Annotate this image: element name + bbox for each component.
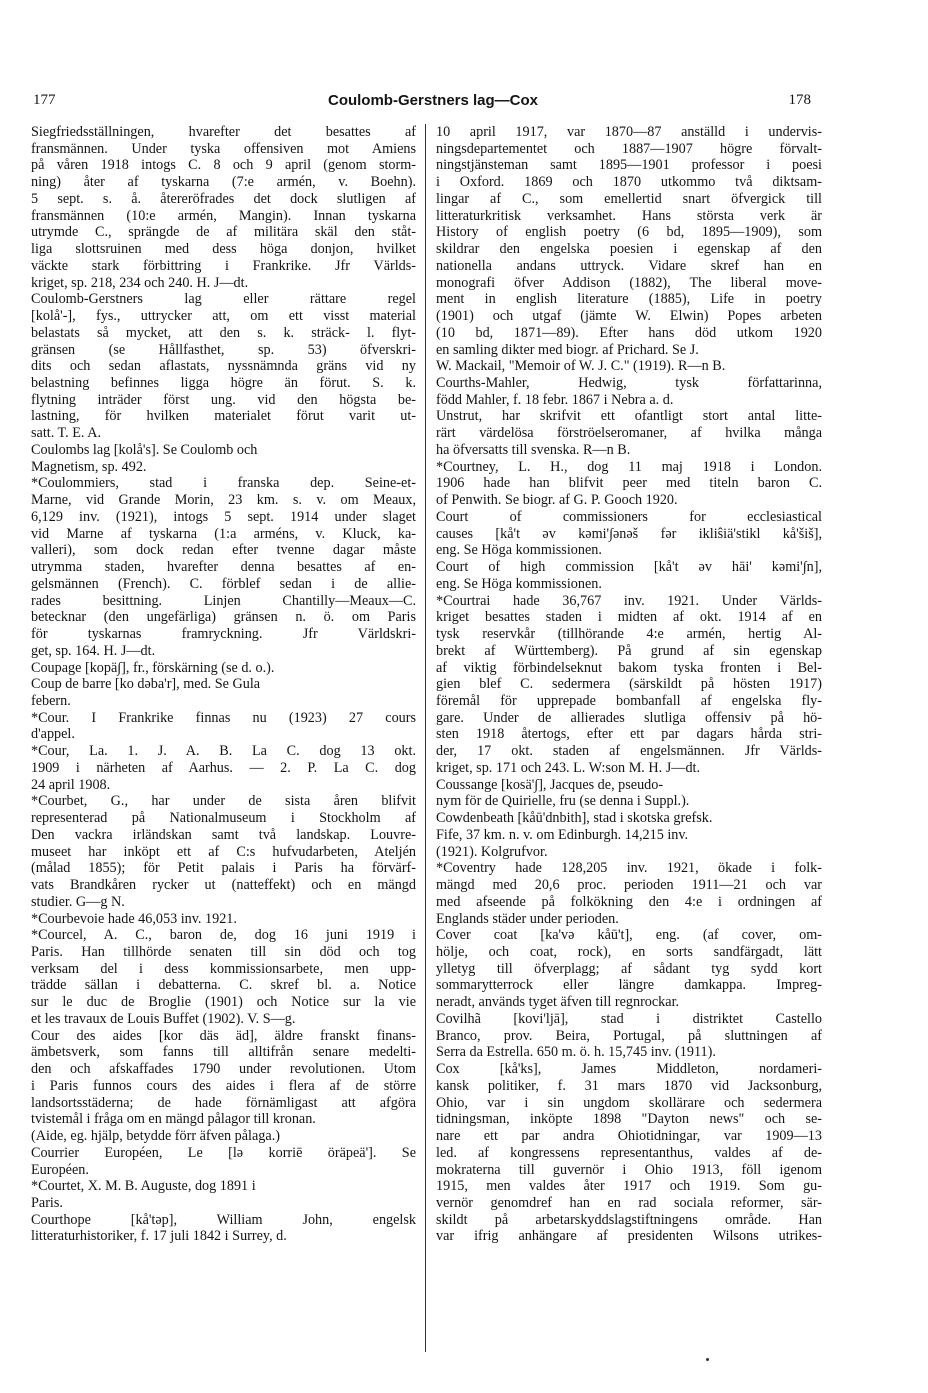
text-line: verksam del i dess kommissionsarbete, men upp- xyxy=(31,960,416,977)
text-line: Unstrut, har skrifvit ett ofantligt stort antal litte- xyxy=(436,408,822,425)
text-line: af viktig förbindelseknut bakom tyska fronten i Bel- xyxy=(436,659,822,676)
text-line: tidningsman, inköpte 1898 "Dayton news" och se- xyxy=(436,1111,822,1128)
text-line: *Courtney, L. H., dog 11 maj 1918 i London. xyxy=(436,458,822,475)
text-line: W. Mackail, "Memoir of W. J. C." (1919). R—n B. xyxy=(436,358,726,375)
text-line: ningstjänsteman samt 1895—1901 professor i poesi xyxy=(436,157,822,174)
text-line: Ohio, var i sin ungdom skollärare och sedermera xyxy=(436,1094,822,1111)
text-line: kriget, sp. 171 och 243. L. W:son M. H. J—dt. xyxy=(436,759,701,776)
text-line: Court of high commission [kå't əv hāi' kəmi'∫n], xyxy=(436,559,822,576)
text-line: [kolå'-], fys., uttrycker att, om ett visst material xyxy=(31,308,416,325)
left-column xyxy=(31,124,416,1245)
text-line: *Cour, La. 1. J. A. B. La C. dog 13 okt. xyxy=(31,743,416,760)
text-line: Siegfriedsställningen, hvarefter det besattes af xyxy=(31,124,416,140)
text-line: tvistemål i fråga om en mängd pålagor till kronan. xyxy=(31,1111,316,1128)
text-line: (Aide, eg. hjälp, betydde förr äfven pålaga.) xyxy=(31,1128,280,1145)
text-line: den och afskaffades 1790 under revolutionen. Utom xyxy=(31,1061,416,1078)
text-line: Courrier Européen, Le [lə korriē öräpeä']. Se xyxy=(31,1144,416,1161)
text-line: Coulombs lag [kolå's]. Se Coulomb och xyxy=(31,441,258,458)
text-line: Branco, prov. Beira, Portugal, på sluttningen af xyxy=(436,1027,822,1044)
text-line: ämbetsverk, som fanns till alltifrån senare medelti- xyxy=(31,1044,416,1061)
text-line: gien blef C. sedermera (särskildt på hösten 1917) xyxy=(436,676,822,693)
text-line: *Courtrai hade 36,767 inv. 1921. Under Världs- xyxy=(436,592,822,609)
left-page-number: 177 xyxy=(33,92,56,108)
text-line: representerad på Nationalmuseum i Stockholm af xyxy=(31,810,416,827)
text-line: sommarytterrock eller längre damkappa. Impreg- xyxy=(436,977,822,994)
text-line: litteraturhistoriker, f. 17 juli 1842 i Surrey, d. xyxy=(31,1228,287,1245)
text-line: d'appel. xyxy=(31,726,75,743)
text-line: fransmännen (10:e armén, Mangin). Innan tyskarna xyxy=(31,207,416,224)
text-line: dits och sedan aflastats, nyssnämnda gräns vid ny xyxy=(31,358,416,375)
text-line: Cour des aides [kor däs äd], äldre franskt finans- xyxy=(31,1027,416,1044)
text-line: Serra da Estrella. 650 m. ö. h. 15,745 inv. (1911). xyxy=(436,1044,716,1061)
text-line: Européen. xyxy=(31,1161,89,1178)
text-line: lingar af C., som emellertid snart öfvergick till xyxy=(436,190,822,207)
text-line: Cowdenbeath [kåū'dnbith], stad i skotska grefsk. xyxy=(436,810,713,827)
text-line: der, 17 okt. staden af engelsmännen. Jfr Världs- xyxy=(436,743,822,760)
text-line: *Coventry hade 128,205 inv. 1921, ökade i folk- xyxy=(436,860,822,877)
text-line: Paris. xyxy=(31,1195,63,1211)
text-line: 1909 i närheten af Aarhus. — 2. P. La C. dog xyxy=(31,759,416,776)
text-line: 10 april 1917, var 1870—87 anställd i undervis- xyxy=(436,124,822,140)
text-line: liga slottsruinen med dess höga donjon, hvilket xyxy=(31,241,416,258)
text-line: causes [kå't əv kəmi'∫ənəš fər ikliŝiä'stikl kå'šiš], xyxy=(436,525,822,542)
text-line: (målad 1855); för Petit palais i Paris ha förvärf- xyxy=(31,860,416,877)
text-line: eng. Se Höga kommissionen. xyxy=(436,542,602,559)
column-divider xyxy=(425,124,426,1352)
text-line: *Cour. I Frankrike finnas nu (1923) 27 cours xyxy=(31,709,416,726)
text-line: museet har inköpt ett af C:s hufvudarbeten, Ateljén xyxy=(31,843,416,860)
text-line: utrymde C., sprängde de af militära skäl den ståt- xyxy=(31,224,416,241)
text-line: *Coulommiers, stad i franska dep. Seine-et- xyxy=(31,475,416,492)
page-title: Coulomb-Gerstners lag—Cox xyxy=(327,92,539,109)
text-line: vernör genomdref han en rad sociala reformer, sär- xyxy=(436,1195,822,1211)
text-line: Coup de barre [ko dəba'r], med. Se Gula xyxy=(31,676,261,693)
text-line: ment in english literature (1885), Life in poetry xyxy=(436,291,822,308)
text-line: litteraturkritisk verksamhet. Hans största verk är xyxy=(436,207,822,224)
text-line: tysk reservkår (tillhörande 4:e armén, hertig Al- xyxy=(436,626,822,643)
text-line: Coussange [kosä'∫], Jacques de, pseudo- xyxy=(436,776,664,793)
text-line: flytning inträder först ung. vid den högsta be- xyxy=(31,391,416,408)
text-line: Coupage [kopä∫], fr., förskärning (se d. o.). xyxy=(31,659,275,676)
text-line: betecknar (den ungefärliga) gränsen n. ö. om Paris xyxy=(31,609,416,626)
text-line: ningsdepartementet och 1887—1907 högre förvalt- xyxy=(436,140,822,157)
text-line: kriget besattes staden i midten af okt. 1914 af en xyxy=(436,609,822,626)
text-line: Court of commissioners for ecclesiastical xyxy=(436,508,822,525)
text-line: (10 bd, 1871—89). Efter hans död utkom 1920 xyxy=(436,324,822,341)
text-line: ylletyg till öfverplagg; af sådant tyg sydd kort xyxy=(436,960,822,977)
text-line: Courths-Mahler, Hedwig, tysk författarinna, xyxy=(436,375,822,392)
text-line: nym för de Quirielle, fru (se denna i Suppl.). xyxy=(436,793,690,810)
text-line: kansk politiker, f. 31 mars 1870 vid Jacksonburg, xyxy=(436,1077,822,1094)
text-line: get, sp. 164. H. J—dt. xyxy=(31,642,156,659)
right-column xyxy=(436,124,822,1245)
text-line: var ifrig anhängare af presidenten Wilsons utrikes- xyxy=(436,1228,822,1245)
text-line: väckte stark förbittring i Frankrike. Jfr Världs- xyxy=(31,257,416,274)
text-line: *Courbevoie hade 46,053 inv. 1921. xyxy=(31,910,237,927)
text-line: mokraterna till guvernör i Ohio 1913, föll igenom xyxy=(436,1161,822,1178)
text-line: 6,129 inv. (1921), intogs 5 sept. 1914 under slaget xyxy=(31,508,416,525)
text-line: *Courtet, X. M. B. Auguste, dog 1891 i xyxy=(31,1178,256,1195)
text-line: ning) åter af tyskarna (7:e armén, v. Boehn). xyxy=(31,174,416,191)
text-line: på våren 1918 intogs C. 8 och 9 april (genom storm- xyxy=(31,157,416,174)
text-line: Magnetism, sp. 492. xyxy=(31,458,147,475)
text-line: Den vackra irländskan samt två landskap. Louvre- xyxy=(31,826,416,843)
text-line: skildrar den engelska poesien i egenskap af den xyxy=(436,241,822,258)
text-line: för tyskarnas framryckning. Jfr Världskri- xyxy=(31,626,416,643)
text-line: Englands städer under perioden. xyxy=(436,910,619,927)
text-line: nare ett par andra Ohiotidningar, var 1909—13 xyxy=(436,1128,822,1145)
text-line: Marne, vid Grande Morin, 23 km. s. v. om Meaux, xyxy=(31,492,416,509)
text-line: belastning befinnes ligga högre än förut. S. k. xyxy=(31,375,416,392)
text-line: 1915, men valdes åter 1917 och 1919. Som gu- xyxy=(436,1178,822,1195)
text-line: satt. T. E. A. xyxy=(31,425,102,442)
text-line: *Courcel, A. C., baron de, dog 16 juni 1919 i xyxy=(31,927,416,944)
text-line: rades besittning. Linjen Chantilly—Meaux—C. xyxy=(31,592,416,609)
text-line: et les travaux de Louis Buffet (1902). V. S—g. xyxy=(31,1010,296,1027)
text-line: febern. xyxy=(31,692,71,709)
text-line: monografi öfver Addison (1882), The liberal move- xyxy=(436,274,822,291)
text-line: sur le duc de Broglie (1901) och Notice sur la vie xyxy=(31,994,416,1011)
text-line: född Mahler, f. 18 febr. 1867 i Nebra a. d. xyxy=(436,391,674,408)
text-line: mängd med 20,6 proc. perioden 1911—21 och var xyxy=(436,877,822,894)
text-line: neradt, används tyget äfven till regnrockar. xyxy=(436,994,680,1011)
text-line: nationella andans uttryck. Vidare skref han en xyxy=(436,257,822,274)
text-line: 5 sept. s. å. återeröfrades det dock slutligen af xyxy=(31,190,416,207)
text-line: Fife, 37 km. n. v. om Edinburgh. 14,215 inv. xyxy=(436,826,689,843)
text-line: Paris. Han tillhörde senaten till sin död och tog xyxy=(31,943,416,960)
text-line: studier. G—g N. xyxy=(31,893,125,910)
text-line: utrymma staden, hvarefter denna besattes af en- xyxy=(31,559,416,576)
text-line: fransmännen. Under tyska offensiven mot Amiens xyxy=(31,140,416,157)
text-line: kriget, sp. 218, 234 och 240. H. J—dt. xyxy=(31,274,249,291)
text-line: eng. Se Höga kommissionen. xyxy=(436,575,602,592)
text-line: gare. Under de allierades slutliga offensiv på hö- xyxy=(436,709,822,726)
text-line: ha öfversatts till svenska. R—n B. xyxy=(436,441,631,458)
text-line: rärt värdelösa förströelseromaner, af hvilka många xyxy=(436,425,822,442)
text-line: of Penwith. Se biogr. af G. P. Gooch 1920. xyxy=(436,492,678,509)
text-line: valleri), som dock redan efter tvenne dagar måste xyxy=(31,542,416,559)
text-line: i Oxford. 1869 och 1870 utkommo två diktsam- xyxy=(436,174,822,191)
text-line: gränsen (se Hållfasthet, sp. 53) öfverskri- xyxy=(31,341,416,358)
text-line: 1906 hade han blifvit peer med titeln baron C. xyxy=(436,475,822,492)
text-line: *Courbet, G., har under de sista åren blifvit xyxy=(31,793,416,810)
text-line: trädde sällan i debatterna. C. skref bl. a. Notice xyxy=(31,977,416,994)
text-line: hölje, och coat, rock), en sorts sandfärgadt, lätt xyxy=(436,943,822,960)
text-line: gelsmännen (French). C. förblef sedan i de allie- xyxy=(31,575,416,592)
text-line: landsortsstäderna; de hade förnämligast att afgöra xyxy=(31,1094,416,1111)
text-line: med afseende på folkökning den 4:e i ordningen af xyxy=(436,893,822,910)
right-page-number: 178 xyxy=(788,92,811,108)
text-line: Covilhã [kovi'ljā], stad i distriktet Castello xyxy=(436,1010,822,1027)
text-line: föremål för upprepade bombanfall af engelska fly- xyxy=(436,692,822,709)
ink-speck xyxy=(706,1358,709,1361)
text-line: led. af kongressens representanthus, valdes af de- xyxy=(436,1144,822,1161)
text-line: History of english poetry (6 bd, 1895—1909), som xyxy=(436,224,822,241)
text-line: en samling dikter med biogr. af Prichard. Se J. xyxy=(436,341,699,358)
text-line: Coulomb-Gerstners lag eller rättare regel xyxy=(31,291,416,308)
text-line: brekt af Württemberg). På grund af sin egenskap xyxy=(436,642,822,659)
text-line: skildt på arbetarskyddslagstiftningens område. Han xyxy=(436,1211,822,1228)
text-line: Cox [kå'ks], James Middleton, nordameri- xyxy=(436,1061,822,1078)
text-line: vats Brandkåren rycker ut (natteffekt) och en mängd xyxy=(31,877,416,894)
text-line: 24 april 1908. xyxy=(31,776,111,793)
text-line: (1901) och utgaf (jämte W. Elwin) Popes arbeten xyxy=(436,308,822,325)
text-line: lastning, för hvilken materialet förut varit ut- xyxy=(31,408,416,425)
text-line: belastats så mycket, att den s. k. sträck- l. flyt- xyxy=(31,324,416,341)
text-line: sten 1918 återtogs, efter ett par dagars hårda stri- xyxy=(436,726,822,743)
text-line: (1921). Kolgrufvor. xyxy=(436,843,548,860)
text-line: Courthope [kå'təp], William John, engelsk xyxy=(31,1211,416,1228)
text-line: i Paris funnos cours des aides i flera af de större xyxy=(31,1077,416,1094)
text-line: Cover coat [ka'və kåū't], eng. (af cover, om- xyxy=(436,927,822,944)
text-line: vid Marne af tyskarna (1:a arméns, v. Kluck, ka- xyxy=(31,525,416,542)
